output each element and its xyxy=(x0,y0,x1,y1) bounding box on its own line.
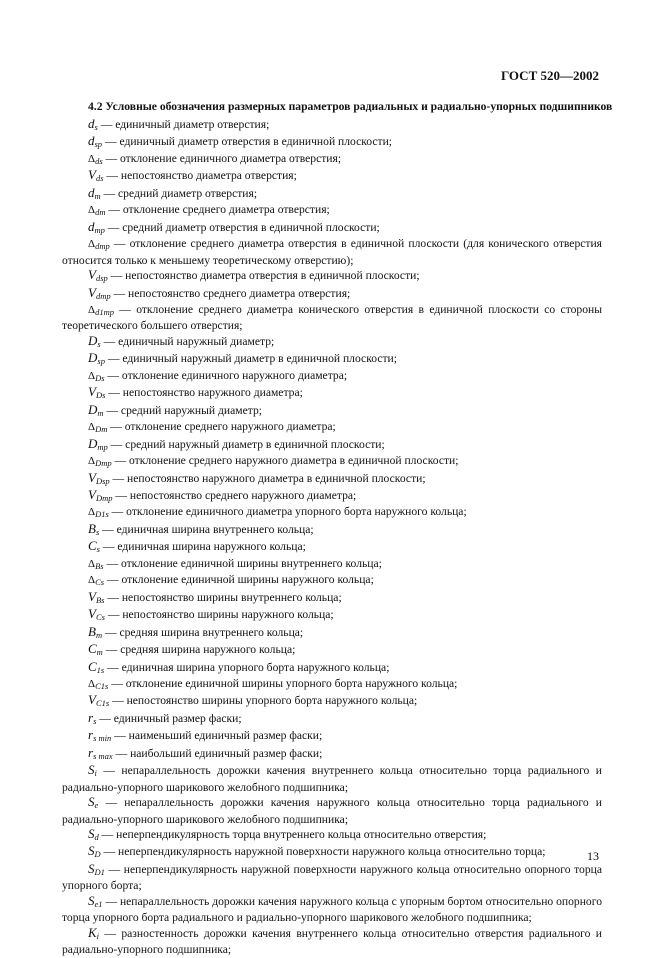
notation-item xyxy=(62,926,602,958)
notation-description: — отклонение среднего диаметра отверстия; xyxy=(105,203,330,217)
notation-description: — непараллельность дорожки качения наружного кольца с упорным бортом относительно опорного торца упорного борта радиального и радиально-упорного шарикового желобного подшипника; xyxy=(62,894,602,925)
notation-item xyxy=(62,607,602,624)
notation-subscript: s max xyxy=(93,750,113,761)
delta-symbol: Δ xyxy=(88,455,96,468)
notation-item xyxy=(62,573,602,589)
notation-item xyxy=(62,334,602,351)
notation-subscript: Bs xyxy=(95,594,105,605)
notation-description: — отклонение единичного наружного диаметра; xyxy=(104,368,348,382)
notation-subscript: e1 xyxy=(94,898,103,909)
notation-subscript: sp xyxy=(94,139,103,150)
delta-symbol: Δ xyxy=(88,574,96,587)
delta-symbol: Δ xyxy=(88,421,96,434)
notation-subscript: dsp xyxy=(95,273,108,284)
notation-subscript: sp xyxy=(97,356,105,367)
notation-subscript: i xyxy=(96,930,100,941)
notation-symbol: d xyxy=(88,218,95,234)
notation-item xyxy=(62,590,602,607)
notation-subscript: s xyxy=(95,526,100,537)
notation-item xyxy=(62,168,602,185)
notation-description: — единичная ширина наружного кольца; xyxy=(99,540,306,554)
notation-description: — единичный диаметр отверстия в единичной плоскости; xyxy=(102,135,393,149)
notation-item xyxy=(62,894,602,926)
notation-symbol: S xyxy=(88,762,95,778)
notation-symbol: V xyxy=(88,284,96,300)
notation-symbol: r xyxy=(88,727,94,743)
delta-symbol: Δ xyxy=(88,506,96,519)
notation-description: — средний наружный диаметр; xyxy=(103,403,262,417)
notation-subscript: d1mp xyxy=(95,306,114,317)
notation-description: — средняя ширина внутреннего кольца; xyxy=(102,625,304,639)
notation-subscript: i xyxy=(94,768,97,779)
notation-item xyxy=(62,642,602,659)
notation-symbol: V xyxy=(88,606,96,622)
notation-item xyxy=(62,539,602,556)
notation-symbol: B xyxy=(88,520,96,536)
notation-subscript: m xyxy=(97,407,104,418)
notation-item xyxy=(62,693,602,710)
notation-item xyxy=(62,303,602,334)
notation-description: — средний диаметр отверстия; xyxy=(100,186,258,200)
notation-item xyxy=(62,369,602,385)
notation-item xyxy=(62,763,602,795)
notation-symbol: C xyxy=(88,658,97,674)
notation-item xyxy=(62,795,602,827)
notation-item xyxy=(62,827,602,844)
notation-description: — единичный размер фаски; xyxy=(96,711,242,725)
notation-description: — непостоянство диаметра отверстия; xyxy=(103,169,297,183)
notation-symbol: d xyxy=(88,184,95,200)
notation-item xyxy=(62,403,602,420)
notation-item xyxy=(62,286,602,303)
notation-symbol: V xyxy=(88,692,96,708)
notation-subscript: dm xyxy=(95,207,106,218)
notation-description: — средний наружный диаметр в единичной плоскости; xyxy=(107,437,385,451)
notation-item xyxy=(62,471,602,488)
notation-description: — непараллельность дорожки качения наружного кольца относительно торца радиального и радиально-упорного шарикового желобного подшипника; xyxy=(62,796,602,826)
notation-symbol: V xyxy=(88,588,96,604)
notation-item xyxy=(62,420,602,436)
notation-symbol: V xyxy=(88,267,96,283)
notation-subscript: D1 xyxy=(94,866,105,877)
notation-item xyxy=(62,237,602,268)
notation-subscript: Dm xyxy=(95,424,108,435)
notation-description: — непостоянство ширины упорного борта наружного кольца; xyxy=(109,694,418,708)
notation-symbol: S xyxy=(88,892,95,908)
notation-description: — отклонение единичного диаметра упорного борта наружного кольца; xyxy=(108,505,467,519)
notation-symbol: K xyxy=(88,924,97,940)
delta-symbol: Δ xyxy=(88,369,96,382)
notation-subscript: Dmp xyxy=(95,458,112,469)
notation-description: — неперпендикулярность наружной поверхности наружного кольца относительно опорного торца упорного борта; xyxy=(62,862,602,893)
notation-description: — отклонение единичной ширины наружного кольца; xyxy=(104,573,374,587)
notation-symbol: C xyxy=(88,641,97,657)
notation-description: — единичный наружный диаметр; xyxy=(100,334,275,348)
notation-item xyxy=(62,152,602,168)
delta-symbol: Δ xyxy=(88,152,96,165)
delta-symbol: Δ xyxy=(88,557,96,570)
notation-subscript: dmp xyxy=(95,290,111,301)
notation-description: — отклонение единичной ширины внутреннего кольца; xyxy=(103,556,382,570)
notation-item xyxy=(62,268,602,285)
notation-symbol: V xyxy=(88,469,96,485)
notation-symbol: C xyxy=(88,538,97,554)
notation-subscript: s min xyxy=(93,733,112,744)
notation-description: — непостоянство среднего диаметра отверстия; xyxy=(110,286,351,300)
notation-description: — неперпендикулярность наружной поверхности наружного кольца относительно торца; xyxy=(100,845,546,859)
notation-symbol: V xyxy=(88,384,96,400)
notation-subscript: mp xyxy=(97,441,108,452)
notation-subscript: s xyxy=(93,715,97,726)
notation-item xyxy=(62,660,602,677)
delta-symbol: Δ xyxy=(88,204,96,217)
notation-description: — отклонение среднего наружного диаметра в единичной плоскости; xyxy=(111,454,459,468)
notation-symbol: r xyxy=(88,709,94,725)
delta-symbol: Δ xyxy=(88,303,96,316)
notation-description: — единичная ширина внутреннего кольца; xyxy=(99,522,314,536)
notation-symbol: S xyxy=(88,794,95,810)
notation-symbol: D xyxy=(88,350,98,366)
notation-item xyxy=(62,134,602,151)
notation-description: — единичная ширина упорного борта наружного кольца; xyxy=(104,660,390,674)
notation-subscript: m xyxy=(95,629,103,640)
notation-symbol: V xyxy=(88,486,96,502)
notation-item xyxy=(62,711,602,728)
notation-subscript: d xyxy=(94,832,99,843)
notation-description: — отклонение единичного диаметра отверстия; xyxy=(102,151,342,165)
notation-description: — неперпендикулярность торца внутреннего кольца относительно отверстия; xyxy=(98,828,487,842)
notation-subscript: C1s xyxy=(95,680,109,691)
notation-subscript: m xyxy=(94,190,101,201)
notation-item xyxy=(62,625,602,642)
notation-list xyxy=(62,117,602,958)
notation-subscript: Dmp xyxy=(95,492,113,503)
notation-symbol: D xyxy=(88,332,98,348)
notation-item xyxy=(62,728,602,745)
notation-subscript: Ds xyxy=(95,390,106,401)
notation-subscript: Bs xyxy=(95,560,104,571)
notation-description: — отклонение среднего наружного диаметра; xyxy=(107,420,336,434)
notation-item xyxy=(62,437,602,454)
notation-item xyxy=(62,488,602,505)
notation-item xyxy=(62,844,602,861)
notation-symbol: S xyxy=(88,860,95,876)
notation-description: — разностенность дорожки качения внутреннего кольца относительно отверстия радиального и радиально-упорного подшипника; xyxy=(62,926,602,957)
notation-item xyxy=(62,351,602,368)
notation-subscript: C1s xyxy=(95,698,110,709)
notation-subscript: m xyxy=(96,647,103,658)
notation-item xyxy=(62,186,602,203)
notation-description: — непараллельность дорожки качения внутреннего кольца относительно торца радиального и радиально-упорного шарикового желобного подшипника; xyxy=(62,764,602,794)
notation-item xyxy=(62,505,602,521)
notation-subscript: D1s xyxy=(95,509,109,520)
notation-symbol: r xyxy=(88,744,94,760)
notation-symbol: B xyxy=(88,623,96,639)
notation-description: — отклонение среднего диаметра конического отверстия в единичной плоскости со стороны теоретического большего отверстия; xyxy=(62,302,602,333)
notation-description: — единичный наружный диаметр в единичной плоскости; xyxy=(104,352,397,366)
notation-item xyxy=(62,203,602,219)
notation-item xyxy=(62,385,602,402)
notation-description: — непостоянство наружного диаметра; xyxy=(105,386,303,400)
notation-subscript: Cs xyxy=(95,612,105,623)
notation-symbol: d xyxy=(88,133,95,149)
notation-subscript: mp xyxy=(94,224,105,235)
delta-symbol: Δ xyxy=(88,677,96,690)
section-title: 4.2 Условные обозначения размерных параметров радиальных и радиально-упорных подшипников xyxy=(88,100,613,113)
notation-item xyxy=(62,746,602,763)
notation-item xyxy=(62,862,602,894)
notation-subscript: Ds xyxy=(95,372,105,383)
notation-description: — средняя ширина наружного кольца; xyxy=(102,643,296,657)
notation-subscript: s xyxy=(94,122,98,132)
notation-subscript: D xyxy=(94,849,101,860)
notation-subscript: ds xyxy=(95,155,103,166)
notation-item xyxy=(62,557,602,573)
notation-description: — отклонение единичной ширины упорного борта наружного кольца; xyxy=(108,676,458,690)
notation-item xyxy=(62,220,602,237)
notation-subscript: ds xyxy=(95,173,104,184)
notation-description: — средний диаметр отверстия в единичной плоскости; xyxy=(104,220,380,234)
notation-description: — непостоянство наружного диаметра в единичной плоскости; xyxy=(109,471,426,485)
notation-subscript: Dsp xyxy=(95,475,110,486)
notation-item xyxy=(62,677,602,693)
page-number: 13 xyxy=(587,849,599,863)
notation-description: — отклонение среднего диаметра отверстия в единичной плоскости (для конического отверстия относится только к меньшему теоретическому отверстию); xyxy=(62,237,602,267)
notation-symbol: d xyxy=(88,116,95,131)
notation-description: — непостоянство ширины наружного кольца; xyxy=(104,608,334,622)
notation-subscript: 1s xyxy=(96,664,105,675)
notation-subscript: Cs xyxy=(95,577,105,588)
notation-item xyxy=(62,522,602,539)
notation-description: — непостоянство ширины внутреннего кольца; xyxy=(104,590,342,604)
notation-item xyxy=(62,117,602,134)
notation-subscript: dmp xyxy=(95,241,110,252)
notation-subscript: s xyxy=(97,338,101,349)
notation-description: — непостоянство среднего наружного диаметра; xyxy=(112,488,357,502)
notation-subscript: s xyxy=(96,544,100,555)
notation-description: — единичный диаметр отверстия; xyxy=(97,118,270,131)
notation-description: — наибольший единичный размер фаски; xyxy=(112,746,323,760)
notation-symbol: S xyxy=(88,843,95,859)
notation-description: — наименьший единичный размер фаски; xyxy=(111,729,323,743)
delta-symbol: Δ xyxy=(88,238,96,251)
notation-symbol: D xyxy=(88,435,98,451)
document-header: ГОСТ 520—2002 xyxy=(500,68,599,83)
notation-subscript: e xyxy=(94,800,99,811)
notation-item xyxy=(62,454,602,470)
notation-description: — непостоянство диаметра отверстия в единичной плоскости; xyxy=(107,269,420,283)
notation-symbol: V xyxy=(88,167,96,183)
notation-symbol: S xyxy=(88,826,95,842)
notation-symbol: D xyxy=(88,401,98,417)
